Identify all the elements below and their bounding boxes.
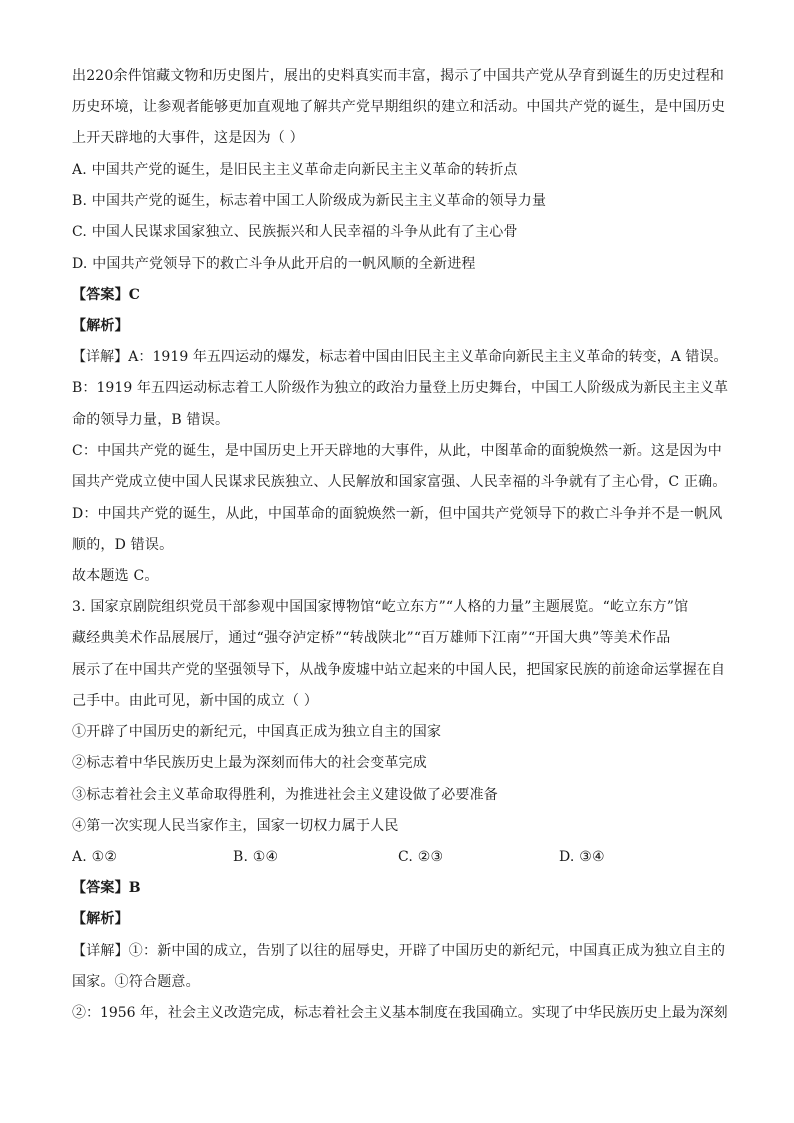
q2-stem-line-2: 历史环境，让参观者能够更加直观地了解共产党早期组织的建立和活动。中国共产党的诞生，是中国历史 (72, 99, 726, 115)
q3-statement-3: ③标志着社会主义革命取得胜利，为推进社会主义建设做了必要准备 (72, 787, 498, 803)
q3-stem-line-3: 展示了在中国共产党的坚强领导下，从战争废墟中站立起来的中国人民，把国家民族的前途命运掌握在自 (72, 662, 726, 678)
q2-stem-line-3: 上开天辟地的大事件，这是因为（ ） (72, 130, 304, 146)
q3-statement-1: ①开辟了中国历史的新纪元，中国真正成为独立自主的国家 (72, 724, 442, 740)
q3-statement-2: ②标志着中华民族历史上最为深刻而伟大的社会变革完成 (72, 755, 427, 771)
q2-option-a: A. 中国共产党的诞生，是旧民主主义革命走向新民主主义革命的转折点 (72, 162, 518, 178)
q2-answer: 【答案】C (72, 287, 141, 303)
q3-stem-line-1: 3. 国家京剧院组织党员干部参观中国国家博物馆“屹立东方”“人格的力量”主题展览。“屹立东方”馆 (72, 599, 689, 615)
q3-choices-row (72, 847, 728, 867)
q2-option-c: C. 中国人民谋求国家独立、民族振兴和人民幸福的斗争从此有了主心骨 (72, 224, 518, 240)
q2-detail-line-7: 顺的，D 错误。 (72, 537, 174, 553)
q2-detail-line-2: B：1919 年五四运动标志着工人阶级作为独立的政治力量登上历史舞台，中国工人阶级成为新民主主义革 (72, 380, 728, 396)
q3-choice-b: B. ①④ (233, 849, 279, 865)
q2-detail-line-3: 命的领导力量，B 错误。 (72, 412, 230, 428)
q3-answer: 【答案】B (72, 880, 141, 896)
q2-option-d: D. 中国共产党领导下的救亡斗争从此开启的一帆风顺的全新进程 (72, 256, 476, 272)
q2-analysis-label: 【解析】 (72, 318, 129, 334)
q3-detail-line-2: 国家。①符合题意。 (72, 974, 200, 990)
q2-detail-line-6: D：中国共产党的诞生，从此，中国革命的面貌焕然一新，但中国共产党领导下的救亡斗争并不是一帆风 (72, 506, 723, 522)
q3-choice-d: D. ③④ (559, 849, 605, 865)
q2-detail-line-5: 国共产党成立使中国人民谋求民族独立、人民解放和国家富强、人民幸福的斗争就有了主心骨，C 正确。 (72, 474, 727, 490)
q3-detail-line-1: 【详解】①：新中国的成立，告别了以往的屈辱史，开辟了中国历史的新纪元，中国真正成为独立自主的 (72, 943, 726, 959)
q2-option-b: B. 中国共产党的诞生，标志着中国工人阶级成为新民主主义革命的领导力量 (72, 193, 547, 209)
q3-analysis-label: 【解析】 (72, 911, 129, 927)
q3-stem-line-4: 己手中。由此可见，新中国的成立（ ） (72, 693, 319, 709)
q3-detail-line-3: ②：1956 年，社会主义改造完成，标志着社会主义基本制度在我国确立。实现了中华民族历史上最为深刻 (72, 1005, 728, 1021)
q3-stem-line-2: 藏经典美术作品展展厅，通过“强夺泸定桥”“转战陕北”“百万雄师下江南”“开国大典”等美术作品 (72, 630, 671, 646)
q2-detail-line-1: 【详解】A：1919 年五四运动的爆发，标志着中国由旧民主主义革命向新民主主义革命的转变，A 错误。 (72, 349, 728, 365)
q3-statement-4: ④第一次实现人民当家作主，国家一切权力属于人民 (72, 818, 399, 834)
q3-choice-c: C. ②③ (398, 849, 444, 865)
q2-conclusion: 故本题选 C。 (72, 568, 159, 584)
q2-detail-line-4: C：中国共产党的诞生，是中国历史上开天辟地的大事件，从此，中图革命的面貌焕然一新。这是因为中 (72, 443, 722, 459)
q3-choice-a: A. ①② (72, 849, 118, 865)
q2-stem-line-1: 出220余件馆藏文物和历史图片，展出的史料真实而丰富，揭示了中国共产党从孕育到诞生的历史过程和 (72, 68, 725, 84)
